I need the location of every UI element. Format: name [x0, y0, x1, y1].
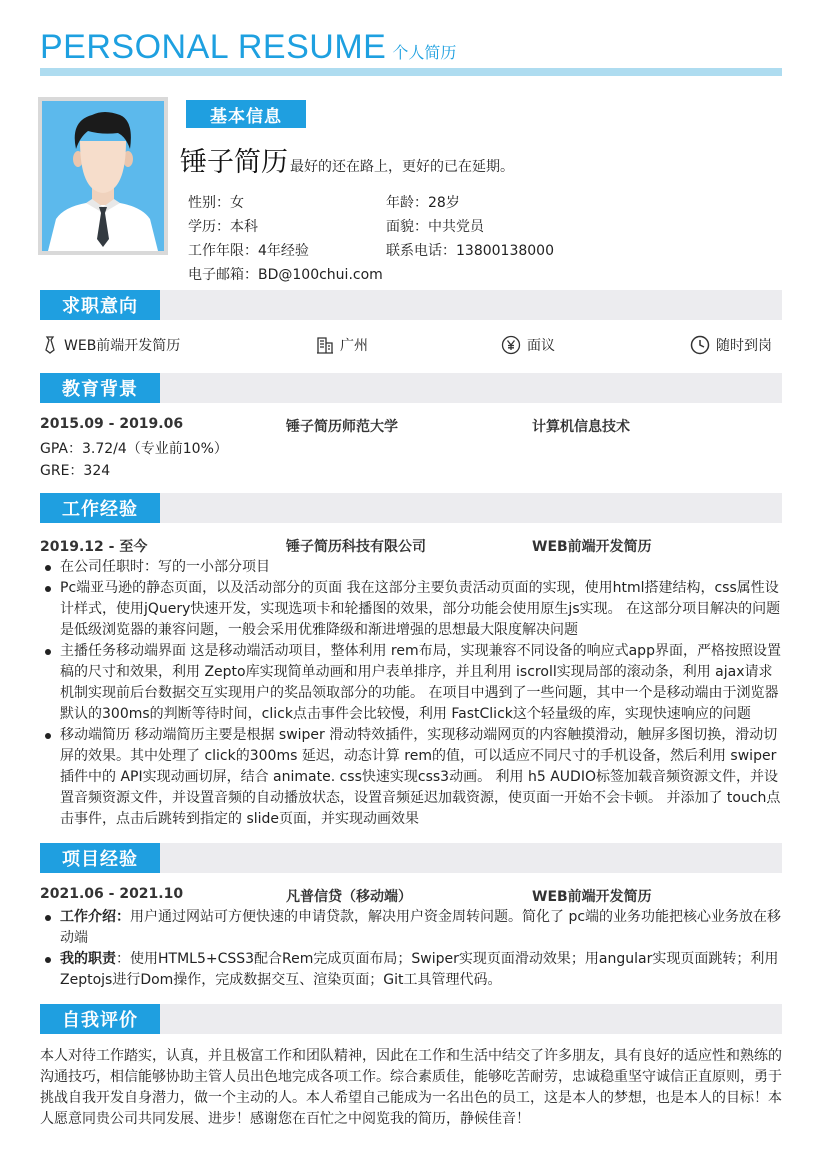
education-gpa: GPA：3.72/4（专业前10%） — [40, 441, 228, 457]
project-intro-text: 用户通过网站可方便快速的申请贷款，解决用户资金周转问题。简化了 pc端的业务功能把核心业务放在移动端 — [60, 909, 782, 946]
list-item — [40, 949, 782, 991]
section-title: 教育背景 — [40, 373, 160, 403]
avatar-frame — [38, 97, 168, 255]
project-items — [40, 907, 782, 991]
section-self-evaluation — [40, 1004, 782, 1034]
project-role: WEB前端开发简历 — [532, 889, 652, 905]
intent-position-label: WEB前端开发简历 — [64, 338, 181, 354]
section-title: 自我评价 — [40, 1004, 160, 1034]
project-name: 凡普信贷（移动端） — [286, 889, 412, 905]
intent-salary-label: 面议 — [527, 338, 555, 354]
yen-icon — [501, 335, 521, 355]
list-item: 主播任务移动端界面 这是移动端活动项目，整体利用 rem布局，实现兼容不同设备的响应式app界面，严格按照设置稿的尺寸和效果，利用 Zepto库实现简单动画和用户表单排序，并且利用 iscroll实现局部的滚动条，利用 ajax请求机制实现前后台数据交互实现用户的奖品领取部分的功能。 在项目中遇到了一些问题，其中一个是移动端由于浏览器默认的300ms的判断等待时间，click点击事件会比较慢，利用 FastClick这个轻量级的库，实现快速响应的问题 — [40, 641, 782, 725]
email: 电子邮箱：BD@100chui.com — [188, 267, 383, 283]
section-work — [40, 493, 782, 523]
intent-salary — [501, 335, 555, 355]
political-status: 面貌：中共党员 — [386, 219, 484, 235]
education-major: 计算机信息技术 — [532, 419, 630, 435]
avatar — [42, 101, 164, 251]
intent-city-label: 广州 — [340, 338, 368, 354]
intent-position — [42, 335, 180, 355]
gender: 性别：女 — [188, 195, 244, 211]
work-items — [40, 557, 782, 830]
self-evaluation-text: 本人对待工作踏实，认真，并且极富工作和团队精神，因此在工作和生活中结交了许多朋友，具有良好的适应性和熟练的沟通技巧，相信能够协助主管人员出色地完成各项工作。综合素质佳，能够吃苦耐劳，忠诚稳重坚守诚信正直原则，勇于挑战自我开发自身潜力，做一个主动的人。本人希望自己能成为一名出色的员工，这是本人的梦想，也是本人的目标！本人愿意同贵公司共同发展、进步！感谢您在百忙之中阅览我的简历，静候佳音！ — [40, 1048, 782, 1127]
tie-icon — [42, 336, 58, 354]
project-duty-label: 我的职责 — [60, 951, 116, 967]
age: 年龄：28岁 — [386, 195, 460, 211]
building-icon — [316, 336, 334, 354]
intent-availability-label: 随时到岗 — [716, 338, 772, 354]
list-item: Pc端亚马逊的静态页面，以及活动部分的页面 我在这部分主要负责活动页面的实现，使用html搭建结构，css属性设计样式，使用jQuery快速开发，实现选项卡和轮播图的效果，部分功能会使用原生js实现。 在这部分项目解决的问题是低级浏览器的兼容问题，一般会采用优雅降级和渐进增强的思想最大限度解决问题 — [40, 578, 782, 641]
project-intro-label: 工作介绍： — [60, 909, 130, 925]
list-item: 在公司任职时：写的一小部分项目 — [40, 557, 782, 578]
title-english: PERSONAL RESUME — [40, 28, 387, 66]
work-period: 2019.12 - 至今 — [40, 539, 148, 555]
name-row — [180, 140, 514, 179]
title-chinese: 个人简历 — [392, 43, 457, 62]
education-level: 学历：本科 — [188, 219, 258, 235]
section-job-intent — [40, 290, 782, 320]
section-title: 求职意向 — [40, 290, 160, 320]
resume-header — [40, 28, 782, 67]
clock-icon — [690, 335, 710, 355]
basic-info-tag: 基本信息 — [186, 100, 306, 128]
section-education — [40, 373, 782, 403]
section-title: 项目经验 — [40, 843, 160, 873]
work-role: WEB前端开发简历 — [532, 539, 652, 555]
education-period: 2015.09 - 2019.06 — [40, 416, 184, 432]
list-item — [40, 907, 782, 949]
avatar-person-icon — [42, 101, 164, 251]
list-item: 移动端简历 移动端简历主要是根据 swiper 滑动特效插件，实现移动端网页的内容触摸滑动，触屏多图切换，滑动切屏的效果。其中处理了 click的300ms 延迟，动态计算 rem的值，可以适应不同尺寸的手机设备，然后利用 swiper插件中的 API实现动画切屏，结合 animate. css快速实现css3动画。 利用 h5 AUDIO标签加载音频资源文件，并设置音频资源文件，并设置音频的自动播放状态，设置音频延迟加载资源，使页面一开始不会卡顿。 并添加了 touch点击事件，点击后跳转到指定的 slide页面，并实现动画效果 — [40, 725, 782, 830]
work-company: 锤子简历科技有限公司 — [286, 539, 426, 555]
project-duty-text: ：使用HTML5+CSS3配合Rem完成页面布局；Swiper实现页面滑动效果；用angular实现页面跳转；利用Zeptojs进行Dom操作，完成数据交互、渲染页面；Git工具管理代码。 — [60, 951, 779, 988]
intent-city — [316, 335, 368, 355]
project-period: 2021.06 - 2021.10 — [40, 886, 184, 902]
section-project — [40, 843, 782, 873]
motto: 最好的还在路上，更好的已在延期。 — [290, 159, 514, 175]
candidate-name: 锤子简历 — [180, 147, 288, 178]
education-school: 锤子简历师范大学 — [286, 419, 398, 435]
header-divider — [40, 68, 782, 76]
intent-availability — [690, 335, 772, 355]
phone: 联系电话：13800138000 — [386, 243, 554, 259]
section-title: 工作经验 — [40, 493, 160, 523]
work-years: 工作年限：4年经验 — [188, 243, 309, 259]
education-gre: GRE：324 — [40, 463, 111, 479]
